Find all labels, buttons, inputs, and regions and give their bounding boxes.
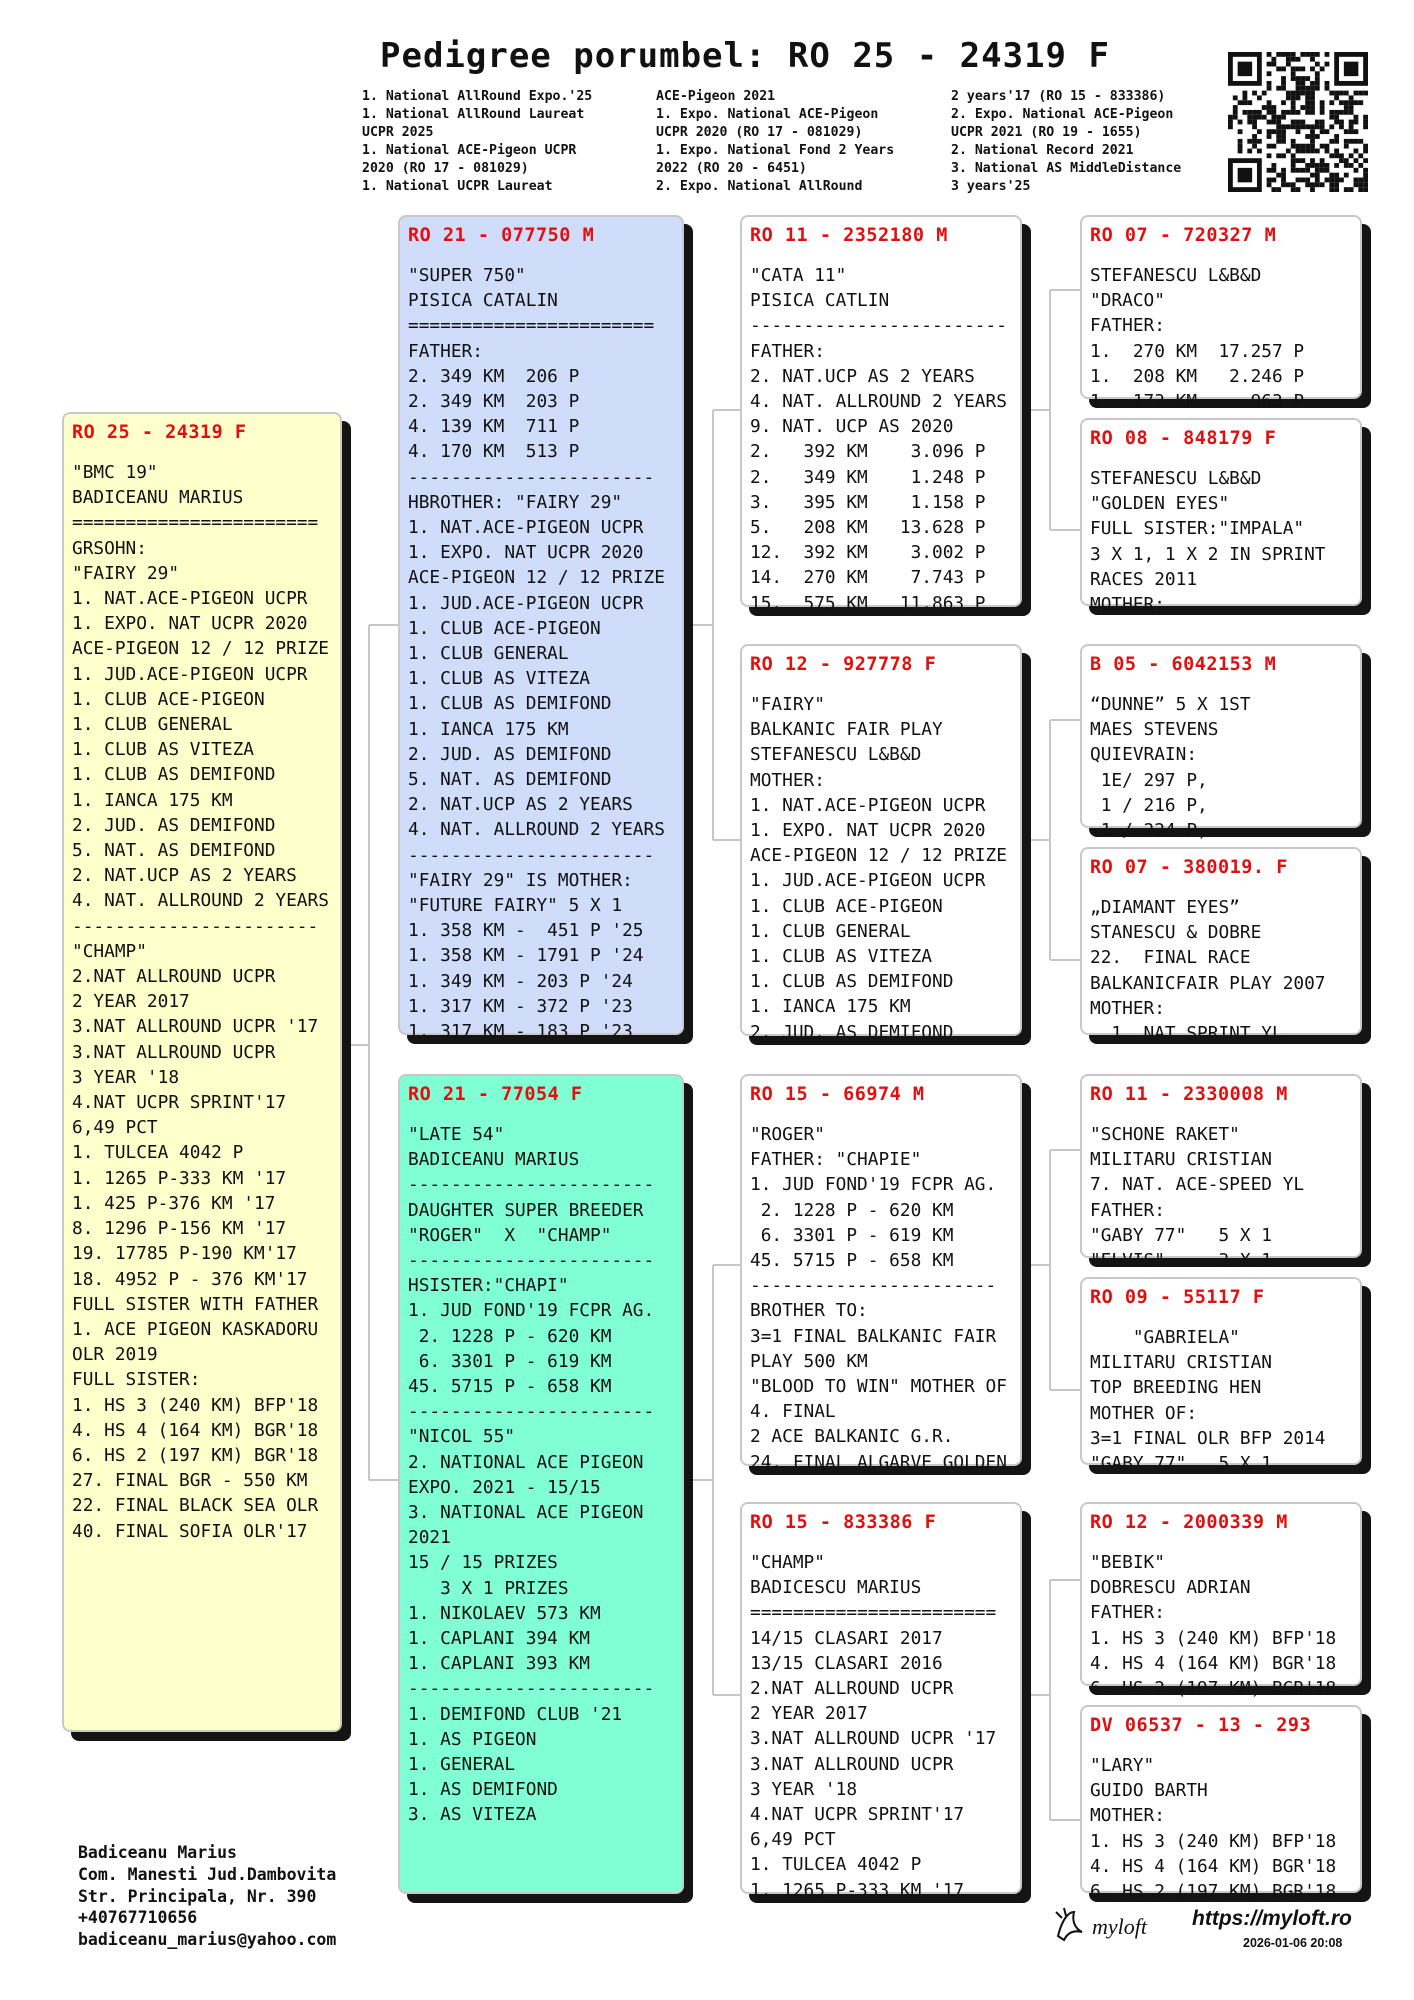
- card-line: 4. FINAL: [750, 1401, 836, 1423]
- card-line: MILITARU CRISTIAN: [1090, 1149, 1272, 1171]
- card-line: MOTHER:: [750, 769, 825, 791]
- card-line: BADICESCU MARIUS: [750, 1577, 922, 1599]
- ring-number: RO 11 - 2352180 M: [750, 225, 948, 246]
- card-details: [1090, 1753, 1352, 1903]
- card-line: ACE-PIGEON 12 / 12 PRIZE: [408, 567, 665, 589]
- card-line: QUIEVRAIN:: [1090, 744, 1198, 766]
- card-line: 1. AS DEMIFOND: [408, 1779, 558, 1801]
- card-line: 1. NAT.ACE-PIGEON UCPR: [408, 517, 644, 539]
- card-line: "LARY": [1090, 1755, 1155, 1776]
- card-line: 5. NAT. AS DEMIFOND: [72, 840, 276, 862]
- card-line: 1 / 216 P,: [1090, 794, 1208, 816]
- card-line: 1. CLUB ACE-PIGEON: [72, 688, 265, 710]
- card-line: "CHAMP": [750, 1552, 825, 1573]
- card-details: [1090, 466, 1352, 616]
- card-line: 3 X 1, 1 X 2 IN SPRINT: [1090, 543, 1326, 565]
- card-line: 45. 5715 P - 658 KM: [408, 1376, 612, 1398]
- card-line: 1. CLUB AS VITEZA: [750, 946, 932, 968]
- card-line: 45. 5715 P - 658 KM: [750, 1250, 954, 1272]
- card-line: MOTHER:: [1090, 1805, 1165, 1827]
- card-line: „DIAMANT EYES”: [1090, 897, 1240, 918]
- card-line: 1E/ 297 P,: [1090, 769, 1208, 791]
- card-line: 2.NAT ALLROUND UCPR: [750, 1678, 954, 1700]
- ring-number: DV 06537 - 13 - 293: [1090, 1715, 1312, 1736]
- card-line: 1. HS 3 (240 KM) BFP'18: [1090, 1627, 1337, 1649]
- owner-line: Str. Principala, Nr. 390: [78, 1886, 317, 1906]
- card-line: =======================: [750, 1602, 997, 1624]
- achievement-line: 1. National AllRound Expo.'25: [362, 89, 593, 104]
- card-line: 4. NAT. ALLROUND 2 YEARS: [750, 391, 1007, 413]
- card-line: "SCHONE RAKET": [1090, 1124, 1240, 1145]
- card-line: 2. JUD. AS DEMIFOND: [72, 814, 276, 836]
- card-line: 6,49 PCT: [750, 1829, 836, 1851]
- pedigree-card-maternal-grandfather: [740, 1074, 1022, 1473]
- card-line: "ELVIS" 3 X 1: [1090, 1250, 1272, 1272]
- card-line: 2. 1228 P - 620 KM: [750, 1199, 954, 1221]
- pedigree-card-mother: [398, 1074, 684, 1894]
- card-line: 4. NAT. ALLROUND 2 YEARS: [72, 890, 329, 912]
- card-line: 1. NAT.ACE-PIGEON UCPR: [72, 588, 308, 610]
- card-line: 9. NAT. UCP AS 2020: [750, 416, 954, 438]
- card-line: 3. AS VITEZA: [408, 1804, 537, 1826]
- card-line: "ROGER": [750, 1124, 825, 1145]
- card-line: "SUPER 750": [408, 265, 526, 286]
- card-line: 2. NAT.UCP AS 2 YEARS: [72, 865, 297, 887]
- myloft-logo-icon: [1052, 1906, 1172, 1946]
- card-line: GUIDO BARTH: [1090, 1780, 1208, 1802]
- owner-line: badiceanu_marius@yahoo.com: [78, 1930, 337, 1950]
- card-line: "GABY 77" 5 X 1: [1090, 1453, 1272, 1475]
- card-line: 22. FINAL RACE: [1090, 947, 1251, 969]
- card-details: [1090, 692, 1352, 842]
- card-line: 4.NAT UCPR SPRINT'17: [750, 1804, 965, 1826]
- card-line: EXPO. 2021 - 15/15: [408, 1476, 601, 1498]
- card-line: PLAY 500 KM: [750, 1350, 868, 1372]
- card-line: 6,49 PCT: [72, 1117, 158, 1139]
- card-line: 3.NAT ALLROUND UCPR '17: [72, 1016, 319, 1038]
- card-line: "FAIRY 29" IS MOTHER:: [408, 869, 633, 891]
- card-line: 1. EXPO. NAT UCPR 2020: [408, 542, 644, 564]
- achievement-line: 2022 (RO 20 - 6451): [656, 161, 807, 176]
- ring-number: RO 11 - 2330008 M: [1090, 1084, 1288, 1105]
- card-line: 24. FINAL ALGARVE GOLDEN: [750, 1451, 1007, 1473]
- card-line: 1. 425 P-376 KM '17: [72, 1192, 276, 1214]
- card-line: 1. 358 KM - 1791 P '24: [408, 945, 644, 967]
- card-line: FATHER:: [1090, 1602, 1165, 1624]
- card-line: 2 ACE BALKANIC G.R.: [750, 1426, 954, 1448]
- timestamp: 2026-01-06 20:08: [1243, 1936, 1343, 1950]
- card-details: [408, 1122, 674, 1882]
- card-details: [1090, 1122, 1352, 1272]
- card-line: FATHER:: [1090, 1199, 1165, 1221]
- card-line: 6. HS 2 (197 KM) BGR'18: [1090, 1678, 1337, 1700]
- card-line: 12. 392 KM 3.002 P: [750, 542, 986, 564]
- card-line: 3=1 FINAL OLR BFP 2014: [1090, 1427, 1326, 1449]
- card-line: 27. FINAL BGR - 550 KM: [72, 1470, 308, 1492]
- card-line: "FAIRY": [750, 694, 825, 715]
- card-line: MILITARU CRISTIAN: [1090, 1352, 1272, 1374]
- owner-contact: [78, 1842, 336, 1951]
- card-line: 6. 3301 P - 619 KM: [408, 1350, 612, 1372]
- card-line: STANESCU & DOBRE: [1090, 922, 1262, 944]
- card-line: 2. 349 KM 206 P: [408, 365, 580, 387]
- card-line: 3 X 1 PRIZES: [408, 1577, 569, 1599]
- card-line: 2 YEAR 2017: [750, 1703, 868, 1725]
- card-line: ACE-PIGEON 12 / 12 PRIZE: [72, 638, 329, 660]
- card-line: 1. GENERAL: [408, 1754, 516, 1776]
- card-line: "ROGER" X "CHAMP": [408, 1224, 612, 1246]
- card-line: 1. CLUB AS VITEZA: [408, 668, 590, 690]
- card-line: 1. EXPO. NAT UCPR 2020: [750, 820, 986, 842]
- card-line: 18. 4952 P - 376 KM'17: [72, 1268, 308, 1290]
- card-line: 1. DEMIFOND CLUB '21: [408, 1703, 623, 1725]
- card-line: ACE-PIGEON 12 / 12 PRIZE: [750, 845, 1007, 867]
- card-line: 1. IANCA 175 KM: [408, 718, 569, 740]
- card-line: 1. HS 3 (240 KM) BFP'18: [1090, 1830, 1337, 1852]
- card-details: [1090, 263, 1352, 413]
- card-line: -----------------------: [408, 844, 655, 866]
- card-line: 1. HS 3 (240 KM) BFP'18: [72, 1394, 319, 1416]
- pedigree-card-paternal-grandfather: [740, 215, 1022, 614]
- card-details: [750, 263, 1012, 614]
- card-line: 1. 1265 P-333 KM '17: [72, 1167, 287, 1189]
- owner-line: Com. Manesti Jud.Dambovita: [78, 1864, 337, 1884]
- pedigree-card-paternal-grandmother: [740, 644, 1022, 1043]
- card-line: 1. CLUB AS VITEZA: [72, 739, 254, 761]
- card-line: 1. TULCEA 4042 P: [72, 1142, 244, 1164]
- card-line: BALKANICFAIR PLAY 2007: [1090, 972, 1326, 994]
- card-line: 15. 575 KM 11.863 P: [750, 592, 986, 614]
- card-line: =======================: [72, 512, 319, 534]
- card-line: 1. 317 KM - 372 P '23: [408, 995, 633, 1017]
- card-line: DOBRESCU ADRIAN: [1090, 1577, 1251, 1599]
- card-line: 2. 1228 P - 620 KM: [408, 1325, 612, 1347]
- card-line: 2. 349 KM 1.248 P: [750, 466, 986, 488]
- card-line: FULL SISTER:"IMPALA": [1090, 518, 1305, 540]
- achievement-line: 2. National Record 2021: [951, 143, 1134, 158]
- card-line: "FAIRY 29": [72, 562, 180, 584]
- card-line: 40. FINAL SOFIA OLR'17: [72, 1520, 308, 1542]
- card-line: HSISTER:"CHAPI": [408, 1275, 569, 1297]
- card-line: "FUTURE FAIRY" 5 X 1: [408, 895, 623, 917]
- card-line: 19. 17785 P-190 KM'17: [72, 1243, 297, 1265]
- card-line: MOTHER:: [1090, 997, 1165, 1019]
- pedigree-card-ggf-2: [1080, 644, 1362, 842]
- card-details: [750, 692, 1012, 1043]
- card-line: HBROTHER: "FAIRY 29": [408, 491, 623, 513]
- card-line: MAES STEVENS: [1090, 719, 1219, 741]
- owner-line: Badiceanu Marius: [78, 1843, 237, 1862]
- card-line: STEFANESCU L&B&D: [1090, 265, 1262, 286]
- achievement-line: 2. Expo. National AllRound: [656, 179, 863, 194]
- pedigree-card-maternal-grandmother: [740, 1502, 1022, 1901]
- card-line: 5. 208 KM 13.628 P: [750, 517, 986, 539]
- card-line: 14/15 CLASARI 2017: [750, 1627, 943, 1649]
- card-line: "DRACO": [1090, 290, 1165, 312]
- card-line: FATHER:: [750, 340, 825, 362]
- card-line: 1. NIKOLAEV 573 KM: [408, 1602, 601, 1624]
- card-line: DAUGHTER SUPER BREEDER: [408, 1199, 644, 1221]
- ring-number: RO 07 - 380019. F: [1090, 857, 1288, 878]
- card-line: "BLOOD TO WIN" MOTHER OF: [750, 1376, 1007, 1398]
- card-line: 1. 270 KM 17.257 P: [1090, 340, 1305, 362]
- card-line: BROTHER TO:: [750, 1300, 868, 1322]
- card-line: "LATE 54": [408, 1124, 505, 1145]
- card-line: 8. 1296 P-156 KM '17: [72, 1218, 287, 1240]
- achievement-line: 1. Expo. National ACE-Pigeon: [656, 107, 879, 122]
- card-line: 1. JUD.ACE-PIGEON UCPR: [408, 592, 644, 614]
- pedigree-card-ggf-1: [1080, 215, 1362, 413]
- card-line: "CATA 11": [750, 265, 847, 286]
- card-line: 4.NAT UCPR SPRINT'17: [72, 1092, 287, 1114]
- card-line: 3. 395 KM 1.158 P: [750, 491, 986, 513]
- card-line: 2021: [408, 1527, 451, 1549]
- card-details: [1090, 1550, 1352, 1700]
- achievement-line: UCPR 2025: [362, 125, 434, 140]
- card-line: 1. JUD FOND'19 FCPR AG.: [408, 1300, 655, 1322]
- achievement-line: 2020 (RO 17 - 081029): [362, 161, 529, 176]
- card-line: =======================: [408, 315, 655, 337]
- card-line: 3.NAT ALLROUND UCPR: [750, 1753, 954, 1775]
- card-line: MOTHER:: [1090, 594, 1165, 616]
- card-line: FULL SISTER WITH FATHER: [72, 1293, 319, 1315]
- card-line: GRSOHN:: [72, 537, 147, 559]
- card-line: 3. NATIONAL ACE PIGEON: [408, 1502, 644, 1524]
- card-line: 4. 139 KM 711 P: [408, 416, 580, 438]
- card-details: [750, 1550, 1012, 1901]
- achievement-line: 1. National UCPR Laureat: [362, 179, 553, 194]
- card-line: TOP BREEDING HEN: [1090, 1377, 1262, 1399]
- card-details: [750, 1122, 1012, 1473]
- card-line: 2. 349 KM 203 P: [408, 391, 580, 413]
- achievement-line: 2. Expo. National ACE-Pigeon: [951, 107, 1174, 122]
- card-line: 1. CLUB GENERAL: [72, 714, 233, 736]
- pedigree-card-ggm-3: [1080, 1277, 1362, 1475]
- card-line: 3.NAT ALLROUND UCPR '17: [750, 1728, 997, 1750]
- card-line: FATHER:: [408, 340, 483, 362]
- card-line: "CHAMP": [72, 940, 147, 962]
- card-line: 3.NAT ALLROUND UCPR: [72, 1041, 276, 1063]
- card-line: "GOLDEN EYES": [1090, 493, 1230, 515]
- achievement-line: UCPR 2020 (RO 17 - 081029): [656, 125, 863, 140]
- card-line: 2. 392 KM 3.096 P: [750, 441, 986, 463]
- card-line: "BMC 19": [72, 462, 158, 483]
- card-line: 1. CLUB GENERAL: [750, 920, 911, 942]
- ring-number: RO 15 - 833386 F: [750, 1512, 937, 1533]
- pedigree-card-ggf-3: [1080, 1074, 1362, 1272]
- achievement-line: 3. National AS MiddleDistance: [951, 161, 1182, 176]
- card-line: 2. NATIONAL ACE PIGEON: [408, 1451, 644, 1473]
- card-line: 1. 173 KM 963 P: [1090, 391, 1305, 413]
- card-line: 1. CAPLANI 393 KM: [408, 1653, 590, 1675]
- card-line: RACES 2011: [1090, 568, 1198, 590]
- card-line: -----------------------: [408, 1678, 655, 1700]
- card-line: 2. NAT.UCP AS 2 YEARS: [408, 794, 633, 816]
- card-line: FATHER: "CHAPIE": [750, 1149, 922, 1171]
- page-title: Pedigree porumbel: RO 25 - 24319 F: [380, 36, 1110, 76]
- ring-number: B 05 - 6042153 M: [1090, 654, 1277, 675]
- card-line: 3=1 FINAL BALKANIC FAIR: [750, 1325, 997, 1347]
- card-line: PISICA CATLIN: [750, 290, 890, 312]
- ring-number: RO 12 - 927778 F: [750, 654, 937, 675]
- card-line: 4. NAT. ALLROUND 2 YEARS: [408, 819, 665, 841]
- card-line: 1. JUD.ACE-PIGEON UCPR: [72, 663, 308, 685]
- card-line: 3 YEAR '18: [750, 1778, 858, 1800]
- achievement-line: 1. National ACE-Pigeon UCPR: [362, 143, 577, 158]
- card-line: 2 YEAR 2017: [72, 991, 190, 1013]
- card-line: 1. CLUB AS DEMIFOND: [750, 971, 954, 993]
- card-details: [1090, 1325, 1352, 1475]
- card-line: 1. CLUB GENERAL: [408, 643, 569, 665]
- ring-number: RO 07 - 720327 M: [1090, 225, 1277, 246]
- achievement-line: 2 years'17 (RO 15 - 833386): [951, 89, 1166, 104]
- card-line: 1. 1265 P-333 KM '17: [750, 1879, 965, 1901]
- card-line: -----------------------: [408, 1401, 655, 1423]
- card-line: 1. CLUB ACE-PIGEON: [750, 895, 943, 917]
- card-line: 15 / 15 PRIZES: [408, 1552, 558, 1574]
- card-line: 1. JUD.ACE-PIGEON UCPR: [750, 870, 986, 892]
- card-line: "GABY 77" 5 X 1: [1090, 1224, 1272, 1246]
- card-line: 1. IANCA 175 KM: [72, 789, 233, 811]
- pedigree-card-father: [398, 215, 684, 1043]
- card-line: 2. NAT.UCP AS 2 YEARS: [750, 365, 975, 387]
- card-line: 1. 208 KM 2.246 P: [1090, 365, 1305, 387]
- card-line: ------------------------: [750, 315, 1007, 337]
- achievement-line: ACE-Pigeon 2021: [656, 89, 776, 104]
- card-line: 1. CLUB AS DEMIFOND: [72, 764, 276, 786]
- site-link[interactable]: https://myloft.ro: [1192, 1907, 1352, 1930]
- card-line: FATHER:: [1090, 315, 1165, 337]
- achievement-line: UCPR 2021 (RO 19 - 1655): [951, 125, 1142, 140]
- card-details: [1090, 895, 1352, 1045]
- card-line: 6. HS 2 (197 KM) BGR'18: [72, 1444, 319, 1466]
- card-line: -----------------------: [408, 466, 655, 488]
- ring-number: RO 25 - 24319 F: [72, 422, 247, 443]
- card-line: 6. HS 2 (197 KM) BGR'18: [1090, 1881, 1337, 1903]
- card-line: 13/15 CLASARI 2016: [750, 1652, 943, 1674]
- card-line: 2. JUD. AS DEMIFOND: [408, 743, 612, 765]
- card-line: 1. CLUB ACE-PIGEON: [408, 617, 601, 639]
- card-line: BADICEANU MARIUS: [408, 1149, 580, 1171]
- card-line: 22. FINAL BLACK SEA OLR: [72, 1495, 319, 1517]
- card-line: 4. HS 4 (164 KM) BGR'18: [1090, 1652, 1337, 1674]
- ring-number: RO 15 - 66974 M: [750, 1084, 925, 1105]
- card-line: 4. 170 KM 513 P: [408, 441, 580, 463]
- card-line: MOTHER OF:: [1090, 1402, 1198, 1424]
- card-line: 4. HS 4 (164 KM) BGR'18: [72, 1419, 319, 1441]
- pedigree-card-ggm-4: [1080, 1705, 1362, 1903]
- card-line: 1. 349 KM - 203 P '24: [408, 970, 633, 992]
- achievement-line: 1. National AllRound Laureat: [362, 107, 585, 122]
- card-details: [408, 263, 674, 1043]
- card-line: 1. TULCEA 4042 P: [750, 1854, 922, 1876]
- card-line: 7. NAT. ACE-SPEED YL: [1090, 1174, 1305, 1196]
- card-details: [72, 460, 332, 1720]
- card-line: 1 / 224 P,: [1090, 820, 1208, 842]
- card-line: 1. AS PIGEON: [408, 1728, 537, 1750]
- card-line: -----------------------: [408, 1174, 655, 1196]
- card-line: BALKANIC FAIR PLAY: [750, 719, 943, 741]
- card-line: FULL SISTER:: [72, 1369, 201, 1391]
- card-line: -----------------------: [72, 915, 319, 937]
- card-line: 1. EXPO. NAT UCPR 2020: [72, 613, 308, 635]
- card-line: "GABRIELA": [1090, 1327, 1240, 1348]
- card-line: 1. IANCA 175 KM: [750, 996, 911, 1018]
- card-line: STEFANESCU L&B&D: [1090, 468, 1262, 489]
- card-line: "NICOL 55": [408, 1426, 516, 1448]
- card-line: -----------------------: [750, 1275, 997, 1297]
- card-line: -----------------------: [408, 1250, 655, 1272]
- card-line: 1. NAT SPRINT YL: [1090, 1023, 1283, 1045]
- pedigree-card-ggm-2: [1080, 847, 1362, 1045]
- card-line: PISICA CATALIN: [408, 290, 558, 312]
- card-line: OLR 2019: [72, 1344, 158, 1366]
- card-line: “DUNNE” 5 X 1ST: [1090, 694, 1251, 715]
- ring-number: RO 21 - 77054 F: [408, 1084, 583, 1105]
- card-line: 1. ACE PIGEON KASKADORU: [72, 1318, 319, 1340]
- card-line: 4. HS 4 (164 KM) BGR'18: [1090, 1855, 1337, 1877]
- card-line: 1. 317 KM - 183 P '23: [408, 1021, 633, 1043]
- card-line: BADICEANU MARIUS: [72, 487, 244, 509]
- card-line: "BEBIK": [1090, 1552, 1165, 1573]
- logo-text: myloft: [1092, 1914, 1147, 1939]
- ring-number: RO 09 - 55117 F: [1090, 1287, 1265, 1308]
- card-line: 2. JUD. AS DEMIFOND: [750, 1021, 954, 1043]
- card-line: 5. NAT. AS DEMIFOND: [408, 769, 612, 791]
- ring-number: RO 12 - 2000339 M: [1090, 1512, 1288, 1533]
- ring-number: RO 21 - 077750 M: [408, 225, 595, 246]
- card-line: 1. 358 KM - 451 P '25: [408, 920, 644, 942]
- card-line: 1. NAT.ACE-PIGEON UCPR: [750, 794, 986, 816]
- achievement-line: 3 years'25: [951, 179, 1031, 194]
- achievement-line: 1. Expo. National Fond 2 Years: [656, 143, 895, 158]
- pedigree-card-subject: [62, 412, 342, 1732]
- card-line: 1. CLUB AS DEMIFOND: [408, 693, 612, 715]
- card-line: 1. CAPLANI 394 KM: [408, 1628, 590, 1650]
- owner-line: +40767710656: [78, 1908, 198, 1928]
- pedigree-card-ggf-4: [1080, 1502, 1362, 1700]
- pedigree-card-ggm-1: [1080, 418, 1362, 616]
- card-line: 6. 3301 P - 619 KM: [750, 1224, 954, 1246]
- card-line: 1. JUD FOND'19 FCPR AG.: [750, 1174, 997, 1196]
- card-line: 2.NAT ALLROUND UCPR: [72, 966, 276, 988]
- card-line: 14. 270 KM 7.743 P: [750, 567, 986, 589]
- card-line: STEFANESCU L&B&D: [750, 744, 922, 766]
- card-line: 3 YEAR '18: [72, 1066, 180, 1088]
- ring-number: RO 08 - 848179 F: [1090, 428, 1277, 449]
